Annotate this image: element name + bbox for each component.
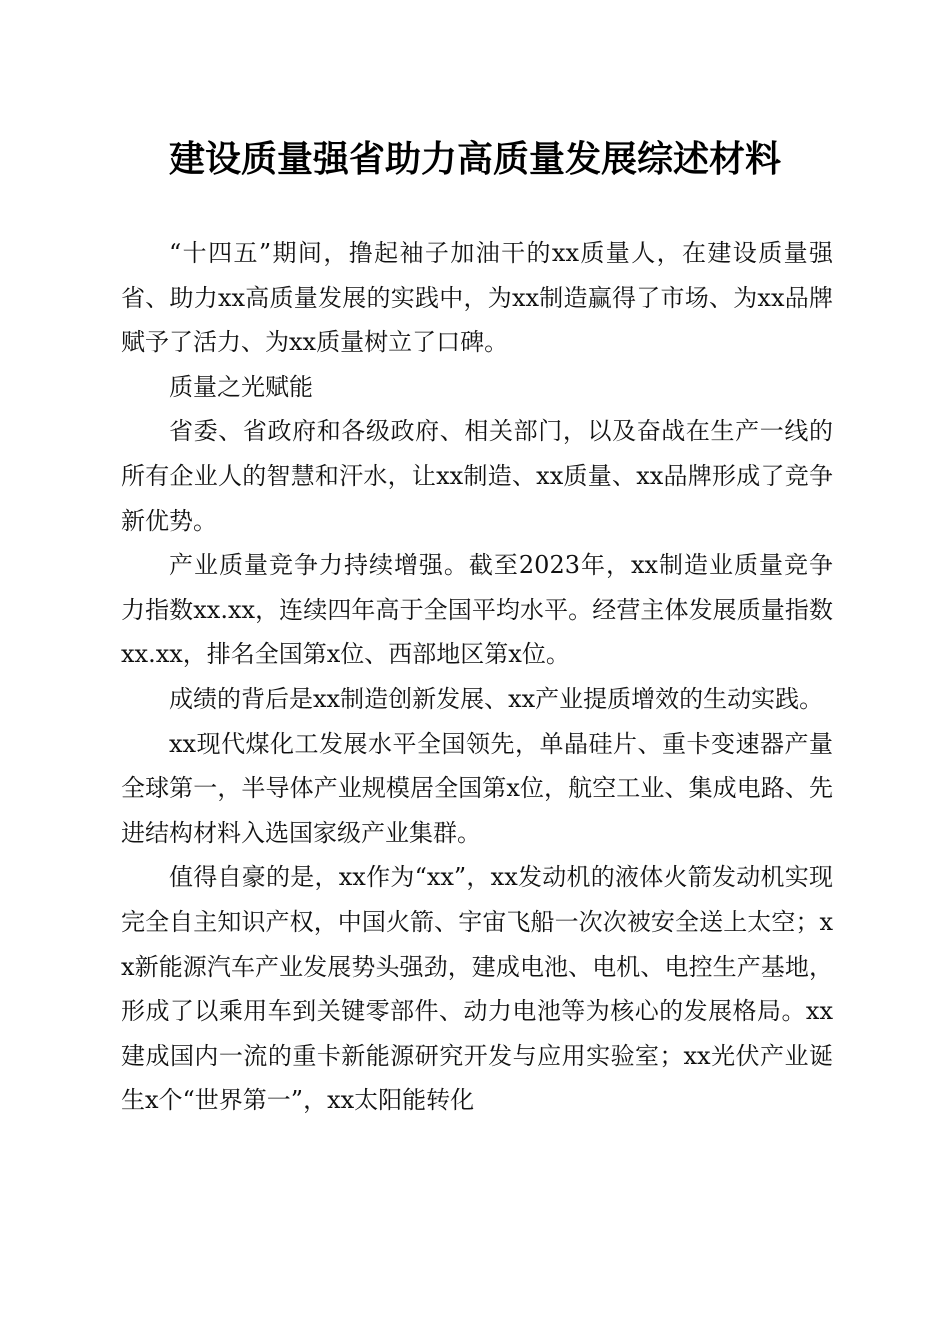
paragraph-competitive-advantage: 省委、省政府和各级政府、相关部门，以及奋战在生产一线的所有企业人的智慧和汗水，让xx制造、xx质量、xx品牌形成了竞争新优势。 (121, 417, 833, 535)
document-body (121, 231, 833, 1123)
paragraph-intro: “十四五”期间，撸起袖子加油干的xx质量人，在建设质量强省、助力xx高质量发展的实践中，为xx制造赢得了市场、为xx品牌赋予了活力、为xx质量树立了口碑。 (121, 239, 833, 357)
paragraph-industry-competitiveness: 产业质量竞争力持续增强。截至2023年，xx制造业质量竞争力指数xx.xx，连续四年高于全国平均水平。经营主体发展质量指数xx.xx，排名全国第x位、西部地区第x位。 (121, 551, 833, 669)
section-heading-quality-light: 质量之光赋能 (169, 372, 313, 401)
paragraph-proud-achievements: 值得自豪的是，xx作为“xx”，xx发动机的液体火箭发动机实现完全自主知识产权，中国火箭、宇宙飞船一次次被安全送上太空；xx新能源汽车产业发展势头强劲，建成电池、电机、电控生产基地，形成了以乘用车到关键零部件、动力电池等为核心的发展格局。xx建成国内一流的重卡新能源研究开发与应用实验室；xx光伏产业诞生x个“世界第一”，xx太阳能转化 (121, 863, 833, 1115)
paragraph-achievements: 成绩的背后是xx制造创新发展、xx产业提质增效的生动实践。 (169, 684, 824, 713)
paragraph-coal-chemical: xx现代煤化工发展水平全国领先，单晶硅片、重卡变速器产量全球第一，半导体产业规模居全国第x位，航空工业、集成电路、先进结构材料入选国家级产业集群。 (121, 729, 833, 847)
document-title: 建设质量强省助力高质量发展综述材料 (168, 138, 781, 180)
